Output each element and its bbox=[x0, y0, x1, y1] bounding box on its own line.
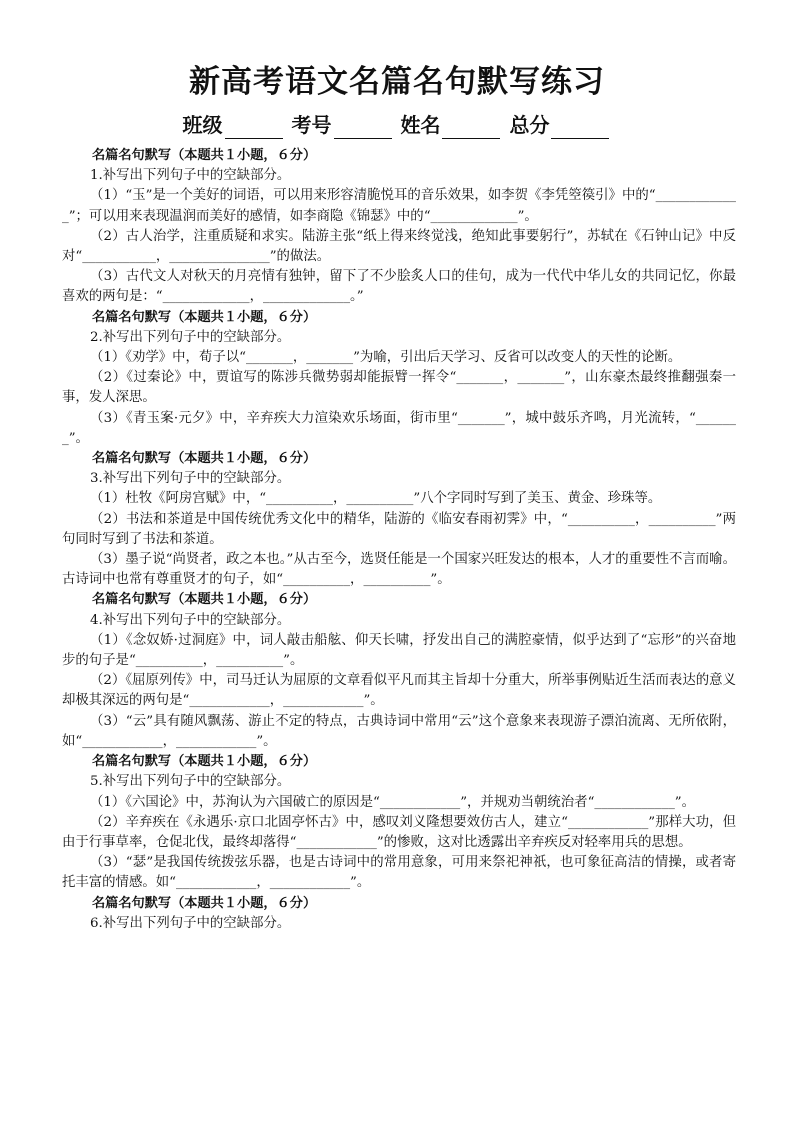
question-item: （1）《念奴娇·过洞庭》中，词人敲击船舷、仰天长啸，抒发出自己的满腔豪情，似乎达到了“忘形”的兴奋地步的句子是“__________，__________”。 bbox=[62, 632, 736, 669]
name-blank[interactable] bbox=[442, 120, 500, 139]
question-item: （3）《青玉案·元夕》中，辛弃疾大力渲染欢乐场面，街市里“_______”，城中鼓乐齐鸣，月光流转，“_______”。 bbox=[62, 410, 736, 446]
question-item: （2）古人治学，注重质疑和求实。陆游主张“纸上得来终觉浅，绝知此事要躬行”，苏轼在《石钟山记》中反对“___________，_______________”的做法。 bbox=[62, 228, 736, 265]
section-heading: 名篇名句默写（本题共１小题，６分） bbox=[92, 148, 317, 163]
question-stem: 6.补写出下列句子中的空缺部分。 bbox=[90, 915, 291, 931]
question-stem: 4.补写出下列句子中的空缺部分。 bbox=[90, 612, 291, 628]
section-heading: 名篇名句默写（本题共１小题，６分） bbox=[92, 451, 317, 467]
question-item: （2）书法和茶道是中国传统优秀文化中的精华，陆游的《临安春雨初霁》中，“__________，__________”两句同时写到了书法和茶道。 bbox=[62, 511, 736, 547]
question-stem: 5.补写出下列句子中的空缺部分。 bbox=[90, 774, 291, 790]
student-info-line bbox=[0, 111, 794, 139]
question-item: （1）《劝学》中，荀子以“_______，_______”为喻，引出后天学习、反省可以改变人的天性的论断。 bbox=[90, 350, 682, 366]
question-stem: 1.补写出下列句子中的空缺部分。 bbox=[90, 168, 291, 184]
exam-no-label: 考号 bbox=[291, 113, 332, 137]
name-label: 姓名 bbox=[400, 113, 441, 137]
page-title: 新高考语文名篇名句默写练习 bbox=[189, 64, 605, 100]
question-item: （1）《六国论》中，苏洵认为六国破亡的原因是“____________”，并规劝当朝统治者“____________”。 bbox=[90, 794, 695, 810]
question-item: （3）“云”具有随风飘荡、游止不定的特点，古典诗词中常用“云”这个意象来表现游子漂泊流离、无所依附，如“____________，____________”。 bbox=[62, 713, 736, 749]
question-item: （3）墨子说“尚贤者，政之本也。”从古至今，选贤任能是一个国家兴旺发达的根本，人才的重要性不言而喻。古诗词中也常有尊重贤才的句子，如“__________，__________”。 bbox=[62, 552, 736, 588]
section-heading: 名篇名句默写（本题共１小题，６分） bbox=[92, 309, 317, 325]
exam-no-blank[interactable] bbox=[334, 120, 392, 139]
question-item: （1）“玉”是一个美好的词语，可以用来形容清脆悦耳的音乐效果，如李贺《李凭箜篌引》中的“_____________”；可以用来表现温润而美好的感情，如李商隐《锦瑟》中的“_____________”。 bbox=[62, 188, 736, 224]
question-item: （2）《屈原列传》中，司马迁认为屈原的文章看似平凡而其主旨却十分重大，所举事例贴近生活而表达的意义却极其深远的两句是“____________，____________”。 bbox=[62, 673, 736, 709]
questions-container bbox=[62, 146, 736, 934]
score-label: 总分 bbox=[509, 113, 550, 137]
class-label: 班级 bbox=[182, 113, 223, 137]
question-item: （2）《过秦论》中，贾谊写的陈涉兵微势弱却能振臂一挥令“_______，_______”，山东豪杰最终推翻强秦一事，发人深思。 bbox=[62, 370, 736, 406]
section-heading: 名篇名句默写（本题共１小题，６分） bbox=[92, 592, 317, 608]
question-stem: 2.补写出下列句子中的空缺部分。 bbox=[90, 329, 291, 345]
score-blank[interactable] bbox=[551, 120, 609, 139]
section-heading: 名篇名句默写（本题共１小题，６分） bbox=[92, 754, 317, 770]
question-item: （2）辛弃疾在《永遇乐·京口北固亭怀古》中，感叹刘义隆想要效仿古人，建立“____________”那样大功，但由于行事草率，仓促北伐，最终却落得“____________”的惨败，这对比透露出辛弃疾反对轻率用兵的思想。 bbox=[62, 814, 736, 850]
question-stem: 3.补写出下列句子中的空缺部分。 bbox=[90, 471, 291, 487]
class-blank[interactable] bbox=[225, 120, 283, 139]
question-item: （3）“瑟”是我国传统拨弦乐器，也是古诗词中的常用意象，可用来祭祀神祇，也可象征高洁的情操，或者寄托丰富的情感。如“____________，____________”。 bbox=[62, 855, 736, 891]
question-item: （1）杜牧《阿房宫赋》中，“__________，__________”八个字同时写到了美玉、黄金、珍珠等。 bbox=[90, 491, 662, 507]
question-item: （3）古代文人对秋天的月亮情有独钟，留下了不少脍炙人口的佳句，成为一代代中华儿女的共同记忆，你最喜欢的两句是：“_____________，_____________。” bbox=[62, 269, 736, 305]
section-heading: 名篇名句默写（本题共１小题，６分） bbox=[92, 895, 317, 911]
